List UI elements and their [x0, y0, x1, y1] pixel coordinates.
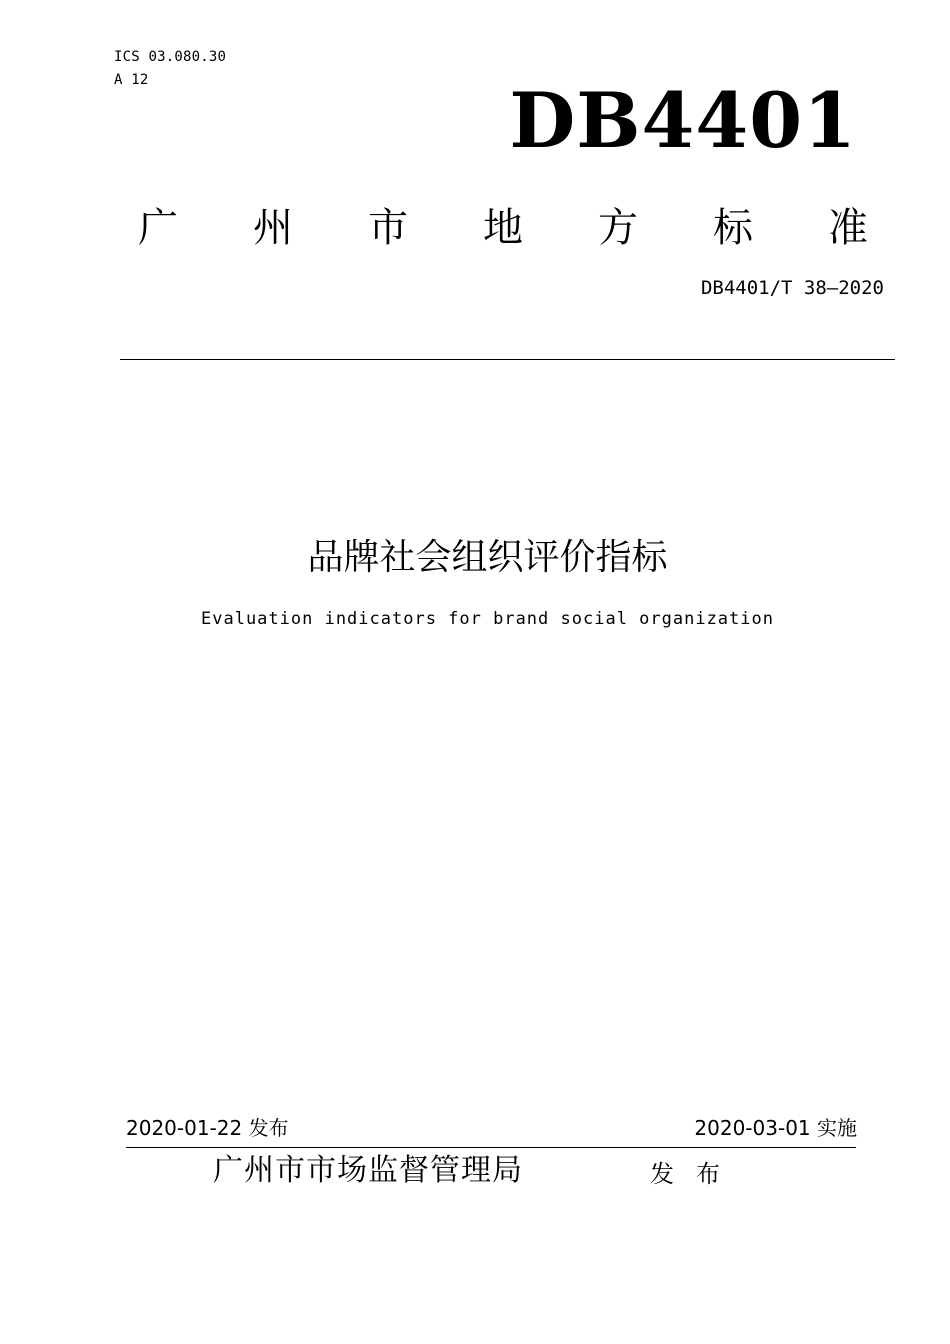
- standard-type-char: 地: [483, 205, 523, 251]
- classification-code: A 12: [114, 72, 149, 88]
- bottom-divider: [126, 1147, 856, 1148]
- standard-type-char: 标: [713, 205, 753, 251]
- standard-type-heading: [138, 200, 868, 256]
- document-title-english: Evaluation indicators for brand social organization: [201, 609, 774, 629]
- publish-label: 发布: [650, 1160, 742, 1188]
- implementation-date: 2020-03-01 实施: [694, 1116, 857, 1140]
- document-title-chinese: 品牌社会组织评价指标: [307, 537, 668, 578]
- db-code-logo: DB4401: [509, 76, 857, 165]
- standard-number: DB4401/T 38—2020: [700, 277, 884, 299]
- top-divider: [120, 359, 895, 360]
- standard-type-char: 市: [368, 205, 408, 251]
- standard-type-char: 准: [828, 205, 868, 251]
- ics-code: ICS 03.080.30: [114, 49, 227, 65]
- issue-date: 2020-01-22 发布: [126, 1116, 289, 1140]
- standard-type-char: 方: [598, 205, 638, 251]
- publisher-name: 广州市市场监督管理局: [213, 1153, 523, 1188]
- standard-type-char: 广: [138, 205, 178, 251]
- standard-type-char: 州: [253, 205, 293, 251]
